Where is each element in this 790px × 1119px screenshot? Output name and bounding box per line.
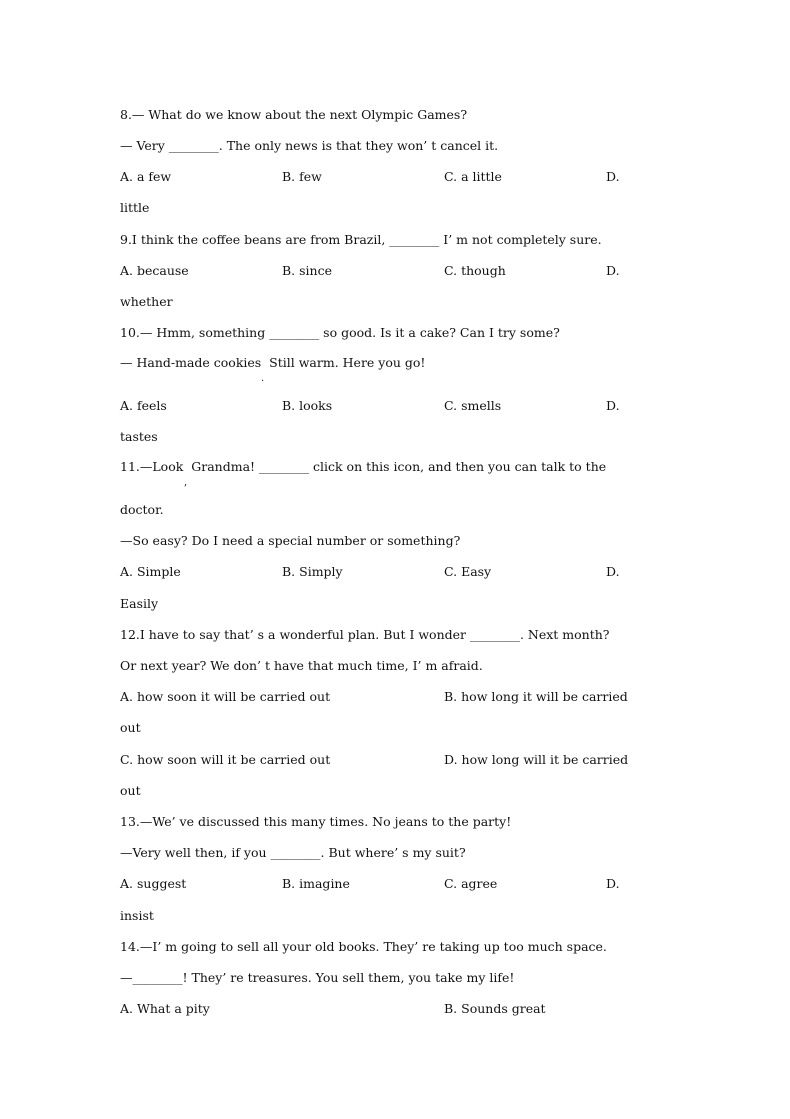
question-13-option-a: A. suggest (120, 876, 187, 891)
question-8-reply: — Very ________. The only news is that they won’ t cancel it. (120, 138, 499, 153)
question-10-option-d-wrap: tastes (120, 429, 158, 444)
question-9-option-a: A. because (120, 263, 189, 278)
question-9-option-d-wrap: whether (120, 294, 173, 309)
question-10-stem: 10.— Hmm, something ________ so good. Is it a cake? Can I try some? (120, 325, 560, 340)
question-13-option-b: B. imagine (282, 876, 350, 891)
question-12-option-a: A. how soon it will be carried out (120, 689, 331, 704)
question-14-option-a: A. What a pity (120, 1001, 210, 1016)
question-8-option-d-wrap: little (120, 200, 150, 215)
question-13-option-d-wrap: insist (120, 908, 154, 923)
question-12-stem: 12.I have to say that’ s a wonderful plan. But I wonder ________. Next month? (120, 627, 610, 642)
question-14-stem: 14.—I’ m going to sell all your old books. They’ re taking up too much space. (120, 939, 607, 954)
question-11-option-d-wrap: Easily (120, 596, 159, 611)
question-11-option-d: D. (606, 564, 620, 579)
question-9-stem: 9.I think the coffee beans are from Brazil, ________ I’ m not completely sure. (120, 232, 602, 247)
question-8-option-d: D. (606, 169, 620, 184)
question-12-option-b-wrap: out (120, 720, 141, 735)
question-13-stem: 13.—We’ ve discussed this many times. No jeans to the party! (120, 814, 512, 829)
question-9-option-d: D. (606, 263, 620, 278)
question-10-reply: — Hand-made cookies Still warm. Here you go! (120, 355, 426, 370)
question-10-option-a: A. feels (120, 398, 167, 413)
question-8-option-c: C. a little (444, 169, 502, 184)
question-13-reply: —Very well then, if you ________. But where’ s my suit? (120, 845, 466, 860)
question-10-option-d: D. (606, 398, 620, 413)
question-12-option-d-wrap: out (120, 783, 141, 798)
question-8-option-b: B. few (282, 169, 322, 184)
stray-dot-mark: . (261, 373, 265, 384)
question-14-reply: —________! They’ re treasures. You sell them, you take my life! (120, 970, 515, 985)
question-10-option-c: C. smells (444, 398, 502, 413)
question-13-option-c: C. agree (444, 876, 498, 891)
question-8-option-a: A. a few (120, 169, 172, 184)
question-12-option-c: C. how soon will it be carried out (120, 752, 331, 767)
question-11-reply: —So easy? Do I need a special number or something? (120, 533, 461, 548)
question-12-stem-continued: Or next year? We don’ t have that much time, I’ m afraid. (120, 658, 483, 673)
question-8-stem: 8.— What do we know about the next Olympic Games? (120, 107, 468, 122)
question-11-option-a: A. Simple (120, 564, 181, 579)
question-10-option-b: B. looks (282, 398, 333, 413)
question-11-option-c: C. Easy (444, 564, 492, 579)
question-13-option-d: D. (606, 876, 620, 891)
question-9-option-b: B. since (282, 263, 332, 278)
question-14-option-b: B. Sounds great (444, 1001, 546, 1016)
stray-comma-mark: , (184, 477, 188, 488)
question-12-option-b: B. how long it will be carried (444, 689, 628, 704)
question-12-option-d: D. how long will it be carried (444, 752, 629, 767)
question-11-stem-continued: doctor. (120, 502, 164, 517)
question-11-stem: 11.—Look Grandma! ________ click on this icon, and then you can talk to the (120, 459, 607, 474)
question-9-option-c: C. though (444, 263, 506, 278)
question-11-option-b: B. Simply (282, 564, 343, 579)
